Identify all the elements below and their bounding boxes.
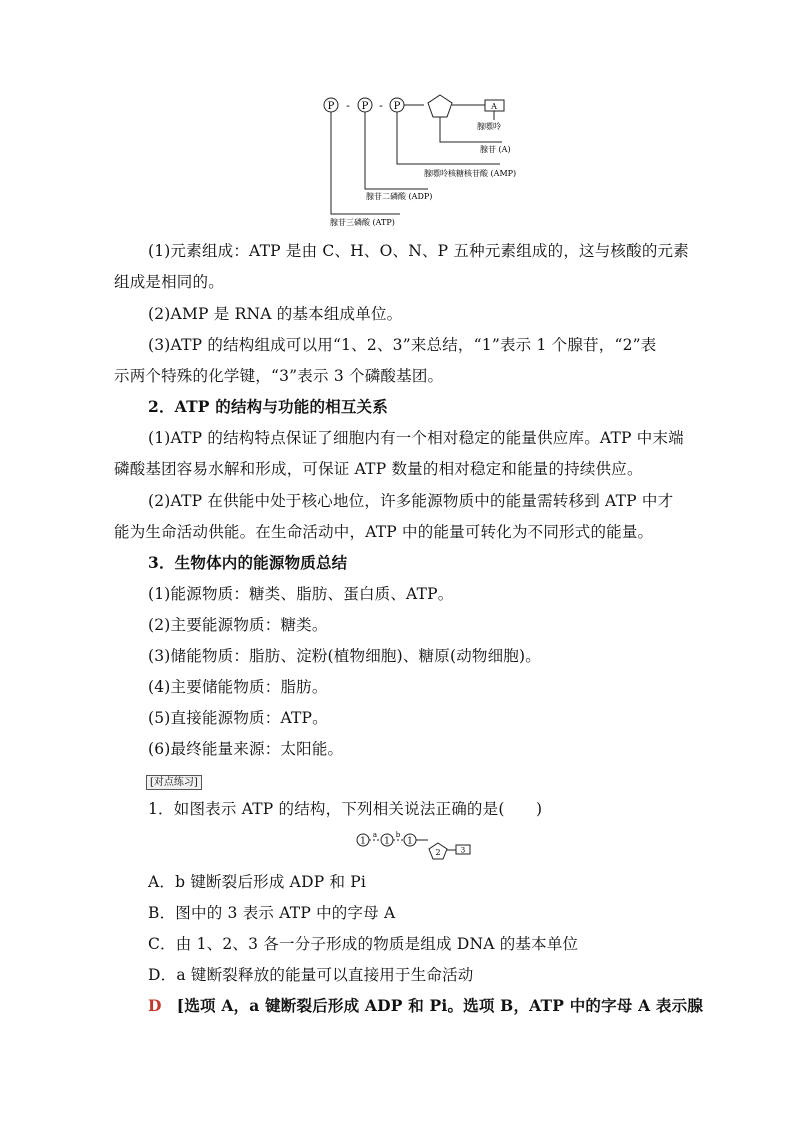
paragraph-line: (2)ATP 在供能中处于核心地位，许多能源物质中的能量需转移到 ATP 中才 (148, 492, 674, 510)
node-3: 3 (460, 846, 466, 855)
paragraph-line: 磷酸基团容易水解和形成，可保证 ATP 数量的相对稳定和能量的持续供应。 (114, 460, 643, 478)
paragraph-line: 组成是相同的。 (114, 273, 224, 291)
option-d: D．a 键断裂释放的能量可以直接用于生命活动 (148, 966, 474, 984)
answer-line (148, 996, 703, 1016)
list-item: (6)最终能量来源：太阳能。 (148, 740, 344, 758)
list-item: (1)能源物质：糖类、脂肪、蛋白质、ATP。 (148, 585, 454, 603)
node-1b: 1 (384, 836, 390, 847)
list-item: (4)主要储能物质：脂肪。 (148, 678, 328, 696)
adenine-label: 腺嘌呤 (477, 122, 501, 131)
option-a: A．b 键断裂后形成 ADP 和 Pi (148, 873, 367, 891)
dash-2: - (379, 99, 383, 112)
amp-label: 腺嘌呤核糖核苷酸 (AMP) (424, 169, 517, 178)
list-item: (2)主要能源物质：糖类。 (148, 616, 328, 634)
section-heading: 3．生物体内的能源物质总结 (148, 553, 348, 572)
paragraph-line: (1)元素组成：ATP 是由 C、H、O、N、P 五种元素组成的，这与核酸的元素 (148, 242, 689, 260)
option-c: C．由 1、2、3 各一分子形成的物质是组成 DNA 的基本单位 (148, 935, 579, 953)
node-1c: 1 (407, 836, 413, 847)
node-2: 2 (435, 848, 441, 857)
paragraph-line: (2)AMP 是 RNA 的基本组成单位。 (148, 305, 403, 323)
bond-b-label: b (395, 831, 401, 839)
answer-letter: D (148, 996, 162, 1015)
p2-label: P (361, 101, 369, 112)
option-b: B．图中的 3 表示 ATP 中的字母 A (148, 904, 396, 922)
atp-label: 腺苷三磷酸 (ATP) (330, 218, 395, 227)
question-stem: 1．如图表示 ATP 的结构，下列相关说法正确的是( ) (148, 800, 543, 818)
small-atp-diagram (352, 830, 474, 862)
paragraph-line: 能为生命活动供能。在生命活动中，ATP 中的能量可转化为不同形式的能量。 (114, 523, 654, 541)
list-item: (3)储能物质：脂肪、淀粉(植物细胞)、糖原(动物细胞)。 (148, 647, 541, 665)
adp-label: 腺苷二磷酸 (ADP) (366, 192, 433, 201)
a-label: A (491, 102, 497, 111)
answer-explanation: [选项 A，a 键断裂后形成 ADP 和 Pi。选项 B，ATP 中的字母 A 表示腺 (176, 996, 704, 1015)
paragraph-line: (3)ATP 的结构组成可以用“1、2、3”来总结，“1”表示 1 个腺苷，“2”表 (148, 336, 657, 354)
practice-tag: [对点练习] (146, 775, 202, 790)
section-heading: 2．ATP 的结构与功能的相互关系 (148, 397, 388, 416)
dash-1: - (346, 99, 350, 112)
p1-label: P (327, 101, 335, 112)
bond-a-label: a (372, 831, 378, 839)
atp-structure-diagram (300, 92, 520, 232)
paragraph-line: 示两个特殊的化学键，“3”表示 3 个磷酸基团。 (114, 367, 444, 385)
p3-label: P (393, 101, 401, 112)
paragraph-line: (1)ATP 的结构特点保证了细胞内有一个相对稳定的能量供应库。ATP 中末端 (148, 429, 684, 447)
adenosine-label: 腺苷 (A) (480, 145, 511, 154)
list-item: (5)直接能源物质：ATP。 (148, 709, 328, 727)
node-1: 1 (360, 836, 366, 847)
